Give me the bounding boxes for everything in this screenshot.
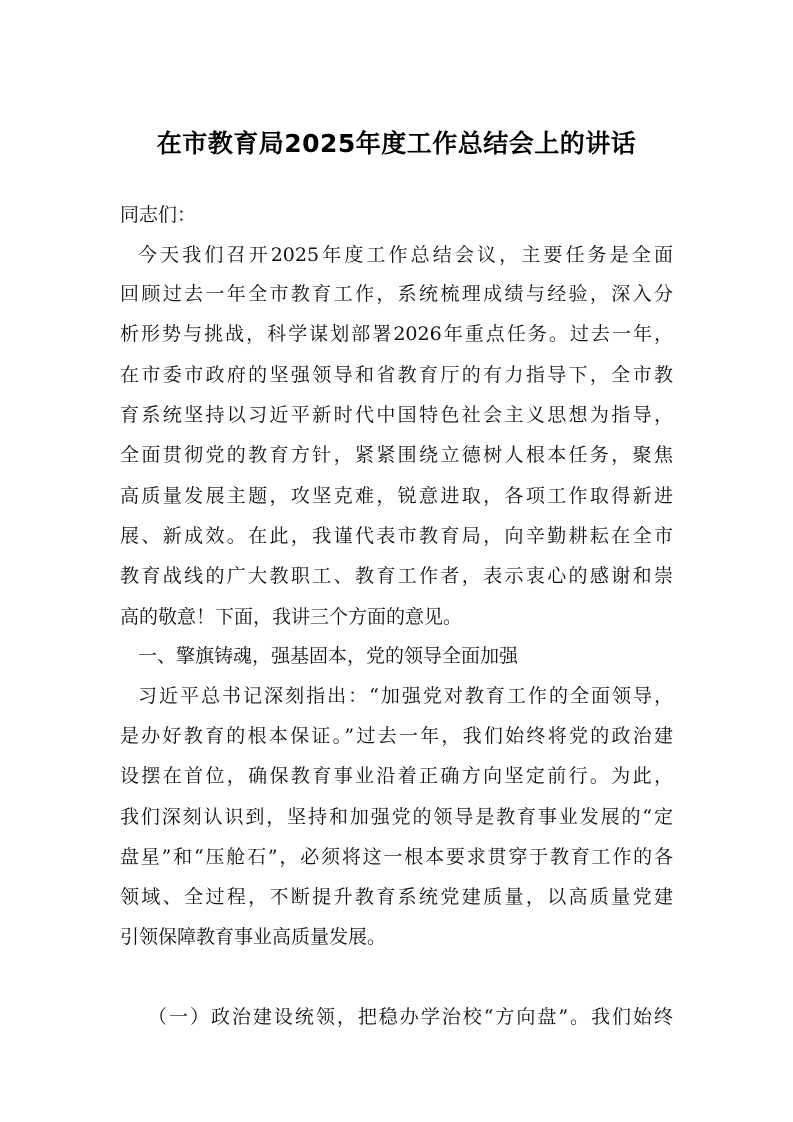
paragraph-line: 习近平总书记深刻指出：“加强党对教育工作的全面领导， (138, 685, 673, 707)
paragraph-line: 高质量发展主题，攻坚克难，锐意进取，各项工作取得新进 (120, 485, 673, 507)
salutation: 同志们： (120, 204, 197, 226)
paragraph-line: 引领保障教育事业高质量发展。 (120, 926, 387, 948)
document-title: 在市教育局2025年度工作总结会上的讲话 (156, 129, 637, 158)
paragraph-line: 在市委市政府的坚强领导和省教育厅的有力指导下，全市教 (120, 364, 673, 386)
paragraph-line: 领域、全过程，不断提升教育系统党建质量，以高质量党建 (120, 886, 673, 908)
paragraph-line: 育系统坚持以习近平新时代中国特色社会主义思想为指导， (120, 404, 673, 426)
paragraph-line: 今天我们召开2025年度工作总结会议，主要任务是全面 (138, 244, 673, 266)
paragraph-line: （一）政治建设统领，把稳办学治校“方向盘”。我们始终 (148, 1006, 673, 1028)
paragraph-line: 全面贯彻党的教育方针，紧紧围绕立德树人根本任务，聚焦 (120, 444, 673, 466)
paragraph-line: 设摆在首位，确保教育事业沿着正确方向坚定前行。为此， (120, 765, 673, 787)
paragraph-line: 高的敬意！下面，我讲三个方面的意见。 (120, 606, 463, 628)
paragraph-line: 展、新成效。在此，我谨代表市教育局，向辛勤耕耘在全市 (120, 525, 673, 547)
paragraph-line: 盘星”和“压舱石”，必须将这一根本要求贯穿于教育工作的各 (120, 846, 673, 868)
paragraph-line: 回顾过去一年全市教育工作，系统梳理成绩与经验，深入分 (120, 283, 673, 305)
paragraph-line: 析形势与挑战，科学谋划部署2026年重点任务。过去一年， (120, 323, 673, 345)
paragraph-line: 是办好教育的根本保证。”过去一年，我们始终将党的政治建 (120, 725, 673, 747)
paragraph-line: 我们深刻认识到，坚持和加强党的领导是教育事业发展的“定 (120, 806, 673, 828)
section-heading: 一、擎旗铸魂，强基固本，党的领导全面加强 (138, 645, 519, 667)
paragraph-line: 教育战线的广大教职工、教育工作者，表示衷心的感谢和崇 (120, 565, 673, 587)
